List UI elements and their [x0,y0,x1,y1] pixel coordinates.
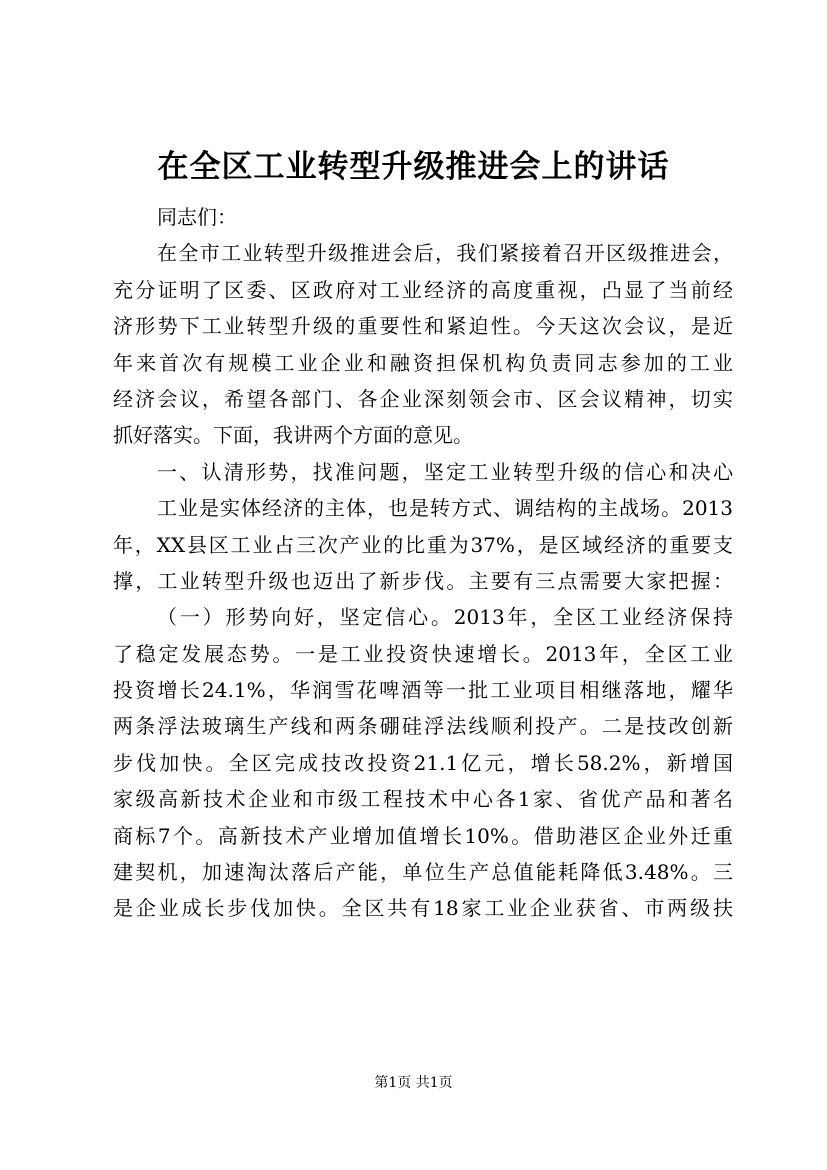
document-title: 在全区工业转型升级推进会上的讲话 [157,149,670,185]
paragraph-line: 一、认清形势，找准问题，坚定工业转型升级的信心和决心 [157,459,733,484]
paragraph-line: 了稳定发展态势。一是工业投资快速增长。2013年，全区工业 [113,641,733,666]
paragraph-line: 年，XX县区工业占三次产业的比重为37%，是区域经济的重要支 [113,532,733,557]
paragraph-line: 济形势下工业转型升级的重要性和紧迫性。今天这次会议，是近 [113,314,733,339]
paragraph-line: 撑，工业转型升级也迈出了新步伐。主要有三点需要大家把握： [113,568,733,593]
paragraph-line: 年来首次有规模工业企业和融资担保机构负责同志参加的工业 [113,350,733,375]
paragraph-line: 家级高新技术企业和市级工程技术中心各1家、省优产品和著名 [113,787,733,812]
paragraph-line: （一）形势向好，坚定信心。2013年，全区工业经济保持 [157,605,733,630]
paragraph-line: 充分证明了区委、区政府对工业经济的高度重视，凸显了当前经 [113,277,733,302]
paragraph-line: 工业是实体经济的主体，也是转方式、调结构的主战场。2013 [157,496,733,521]
paragraph-line: 在全市工业转型升级推进会后，我们紧接着召开区级推进会， [157,241,733,266]
paragraph-line: 抓好落实。下面，我讲两个方面的意见。 [113,423,473,448]
page-footer: 第1页 共1页 [374,1075,453,1091]
paragraph-line: 步伐加快。全区完成技改投资21.1亿元，增长58.2%，新增国 [113,750,733,775]
paragraph-line: 投资增长24.1%，华润雪花啤酒等一批工业项目相继落地，耀华 [113,678,733,703]
paragraph-line: 两条浮法玻璃生产线和两条硼硅浮法线顺利投产。二是技改创新 [113,714,733,739]
paragraph-line: 经济会议，希望各部门、各企业深刻领会市、区会议精神，切实 [113,386,733,411]
paragraph-line: 是企业成长步伐加快。全区共有18家工业企业获省、市两级扶 [113,896,733,921]
paragraph-line: 建契机，加速淘汰落后产能，单位生产总值能耗降低3.48%。三 [113,860,733,885]
paragraph-line: 商标7个。高新技术产业增加值增长10%。借助港区企业外迁重 [113,823,733,848]
paragraph-line: 同志们： [157,205,237,229]
document-body [113,199,733,927]
